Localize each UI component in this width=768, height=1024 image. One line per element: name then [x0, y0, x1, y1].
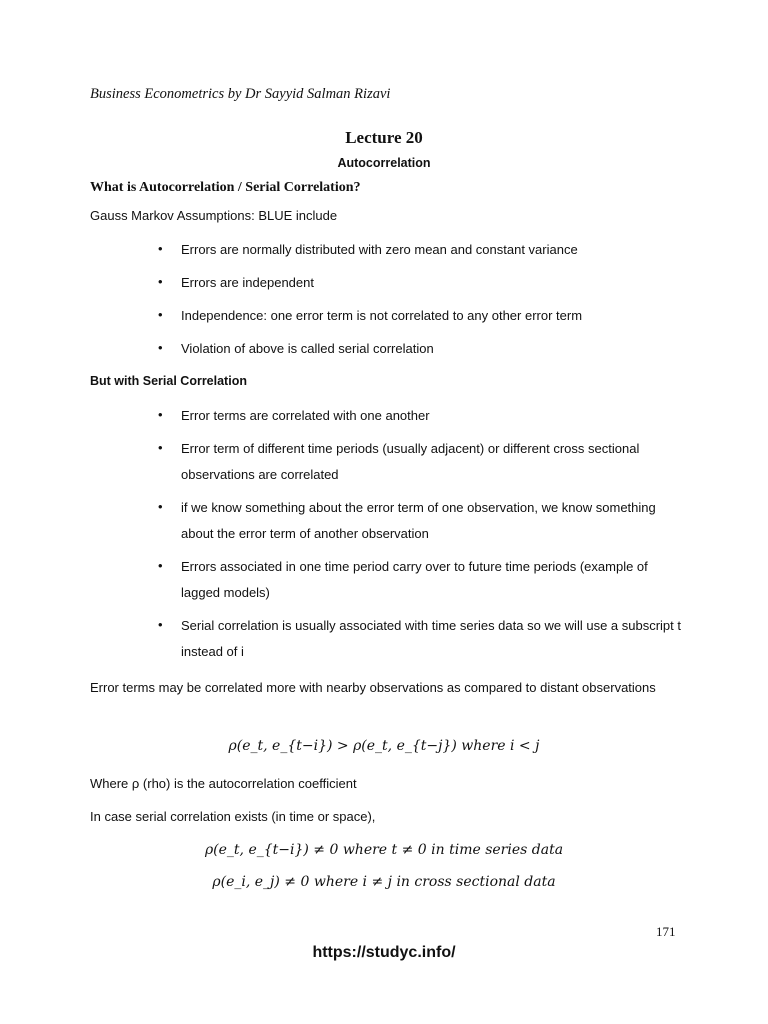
list-item: if we know something about the error term of one observation, we know something about the error term of another observation [181, 500, 656, 541]
equation-cross-sectional: ρ(e_i, e_j) ≠ 0 where i ≠ j in cross sectional data [212, 874, 556, 890]
section-heading: What is Autocorrelation / Serial Correlation? [90, 180, 361, 195]
bullet-icon: • [158, 617, 163, 632]
lecture-subtitle: Autocorrelation [337, 156, 431, 170]
list-item: Serial correlation is usually associated with time series data so we will use a subscript t instead of i [181, 618, 681, 659]
bullet-icon: • [158, 440, 163, 455]
equation-time-series: ρ(e_t, e_{t−i}) ≠ 0 where t ≠ 0 in time series data [204, 842, 564, 858]
list-item: Error term of different time periods (usually adjacent) or different cross sectional observations are correlated [181, 441, 640, 482]
book-header: Business Econometrics by Dr Sayyid Salman Rizavi [90, 86, 391, 102]
bullet-icon: • [158, 241, 163, 256]
serial-heading: But with Serial Correlation [90, 374, 247, 388]
bullet-icon: • [158, 407, 163, 422]
case-text: In case serial correlation exists (in time or space), [90, 809, 376, 824]
rho-definition: Where ρ (rho) is the autocorrelation coefficient [90, 776, 357, 791]
bullet-icon: • [158, 307, 163, 322]
list-item: Independence: one error term is not correlated to any other error term [181, 308, 583, 323]
nearby-observations-text: Error terms may be correlated more with nearby observations as compared to distant observations [90, 680, 656, 695]
page-number: 171 [656, 924, 676, 939]
equation-autocorrelation-order: ρ(e_t, e_{t−i}) > ρ(e_t, e_{t−j}) where i < j [228, 738, 540, 754]
bullet-icon: • [158, 499, 163, 514]
list-item: Violation of above is called serial correlation [181, 341, 434, 356]
intro-text: Gauss Markov Assumptions: BLUE include [90, 208, 338, 223]
bullet-icon: • [158, 274, 163, 289]
list-item: Error terms are correlated with one another [181, 408, 430, 423]
bullet-icon: • [158, 558, 163, 573]
bullet-icon: • [158, 340, 163, 355]
list-item: Errors associated in one time period carry over to future time periods (example of lagged models) [181, 559, 648, 600]
list-item: Errors are independent [181, 275, 314, 290]
lecture-title: Lecture 20 [345, 128, 423, 147]
source-url-link[interactable]: https://studyc.info/ [312, 944, 456, 961]
list-item: Errors are normally distributed with zero mean and constant variance [181, 242, 578, 257]
